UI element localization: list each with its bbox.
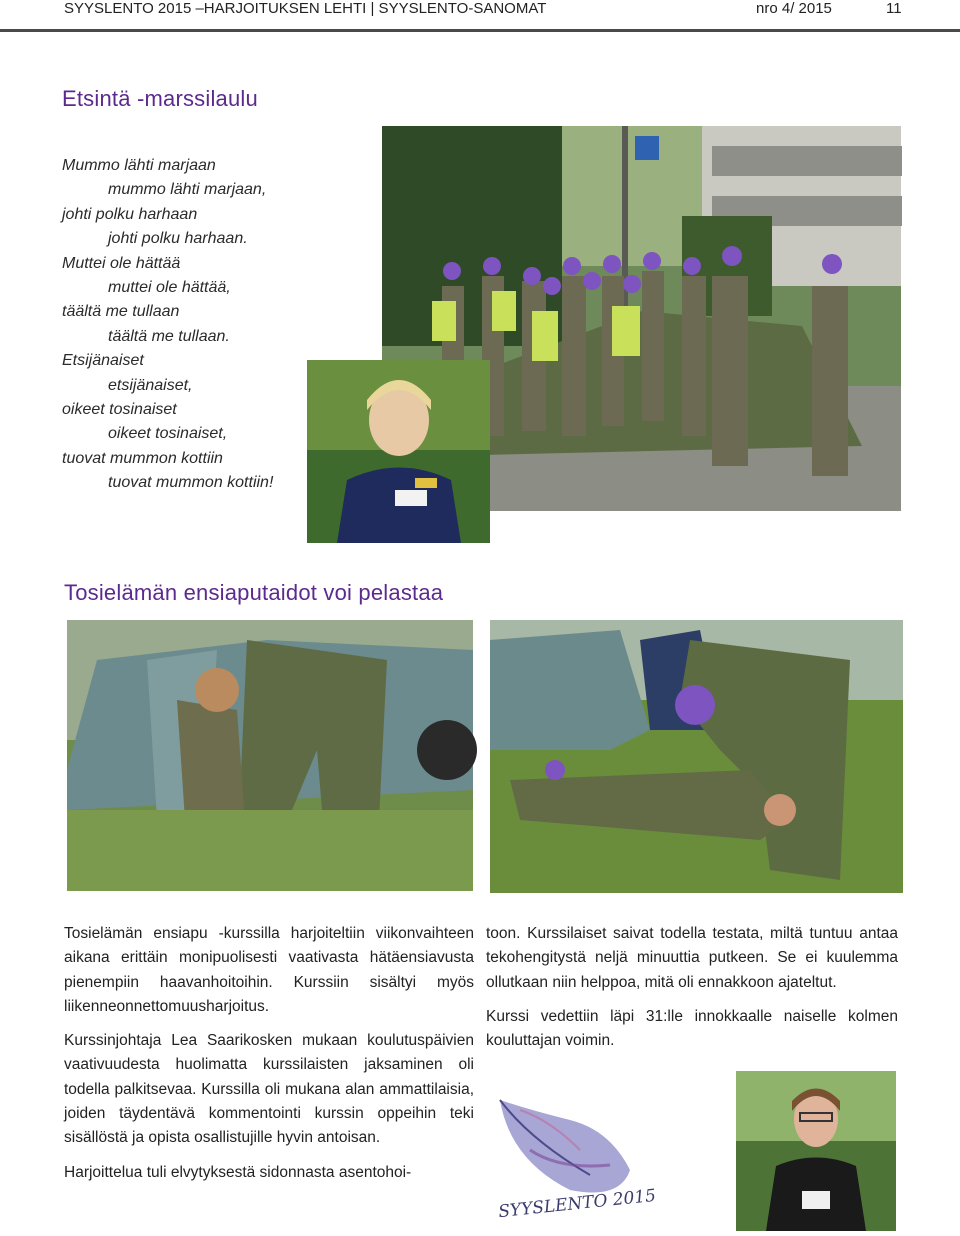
syyslento-logo [490,1090,657,1230]
article-paragraph: Tosielämän ensiapu -kurssilla harjoiteltiin viikonvaihteen aikana erittäin monipuolisesti vaativasta hätäensiavusta pienempiin haavanhoitoihin. Kurssiin sisältyi myös liikenneonnettomuusharjoitus. [64,925,474,1015]
song-title: Etsintä -marssilaulu [62,86,258,111]
song-line: tuovat mummon kottiin! [108,474,274,492]
article-paragraph: Kurssi vedettiin läpi 31:lle innokkaalle naiselle kolmen kouluttajan voimin. [486,1007,898,1050]
cpr-training-photo [490,620,903,893]
song-line: etsijänaiset, [108,376,193,394]
article-title: Tosielämän ensiaputaidot voi pelastaa [64,580,444,605]
song-line: oikeet tosinaiset [62,401,177,419]
car-rescue-photo [67,620,473,891]
song-line: täältä me tullaan [62,303,180,321]
article-paragraph: Harjoittelua tuli elvytyksestä sidonnasta asentohoi- [64,1163,412,1181]
portrait-instructor-photo [736,1071,896,1231]
header-rule [0,29,960,32]
page-header [0,0,960,30]
article-column-right [486,922,898,1063]
song-line: oikeet tosinaiset, [108,425,228,443]
song-line: Mummo lähti marjaan [62,157,216,174]
article-column-left [64,922,474,1195]
song-line: Muttei ole hättää [62,254,181,272]
song-line: johti polku harhaan. [108,230,248,248]
publication-name: SYYSLENTO 2015 –HARJOITUKSEN LEHTI | SYYSLENTO-SANOMAT [64,0,547,17]
song-line: mummo lähti marjaan, [108,181,267,199]
song-line: muttei ole hättää, [108,279,231,297]
issue-number: nro 4/ 2015 [756,0,832,17]
song-line: johti polku harhaan [62,205,198,223]
page-number: 11 [886,0,902,17]
song-line: Etsijänaiset [62,352,144,370]
song-line: täältä me tullaan. [108,327,230,345]
logo-text: SYYSLENTO 2015 [497,1185,657,1223]
article-paragraph: toon. Kurssilaiset saivat todella testata, miltä tuntuu antaa tekohengitystä neljä minuuttia putkeen. Se ei kuulemma ollutkaan niin helppoa, mitä oli ennakkoon ajateltut. [486,925,898,991]
article-paragraph: Kurssinjohtaja Lea Saarikosken mukaan koulutuspäivien vaativuudesta huolimatta kurssilaisten jaksaminen oli todella palkitsevaa. Kurssilla oli mukana alan ammattilaisia, joiden täydentävä kommentointi kurssin oppeihin teki sisällöstä ja opista osallistujille hyvin antoisan. [64,1032,474,1147]
portrait-woman-photo [307,360,490,543]
song-line: tuovat mummon kottiin [62,449,223,467]
